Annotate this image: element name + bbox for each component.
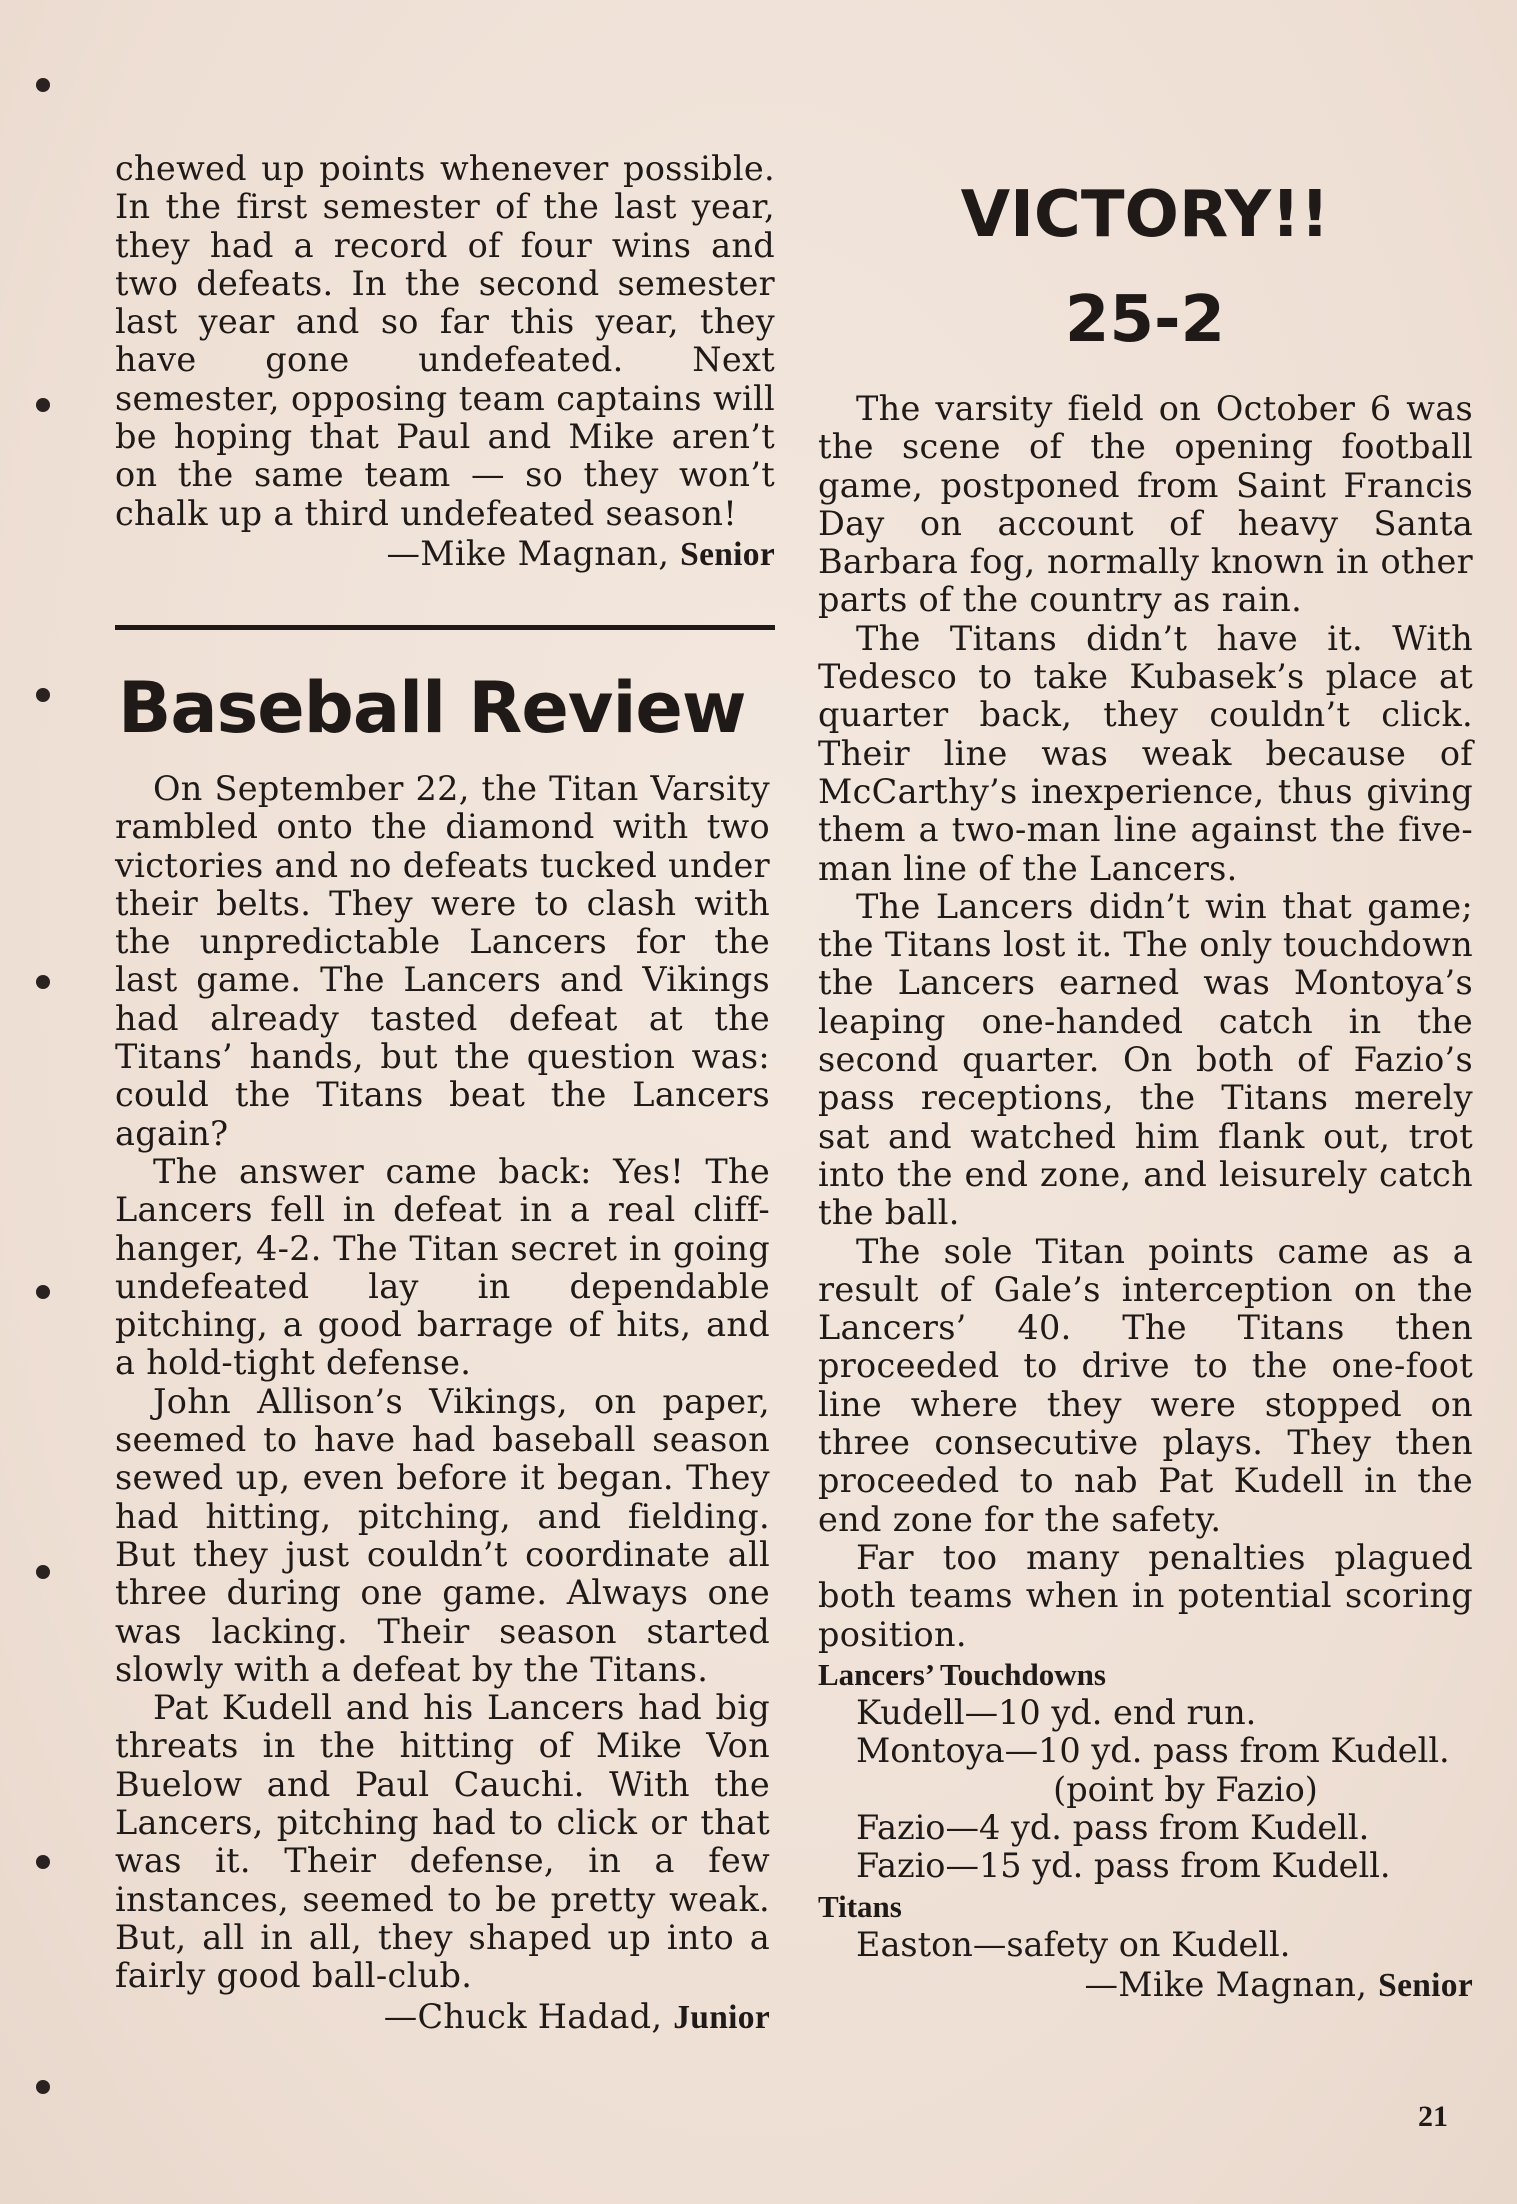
section-divider	[115, 625, 775, 630]
binding-hole	[36, 1285, 50, 1299]
binding-hole	[36, 78, 50, 92]
baseball-article	[115, 770, 770, 2037]
football-article	[818, 390, 1473, 2005]
headline-victory: VICTORY!!	[960, 178, 1330, 252]
binding-hole	[36, 2080, 50, 2094]
paragraph: The Lancers didn’t win that game; the Titans lost it. The only touchdown the Lancers earned was Montoya’s leaping one-handed catch in the second quarter. On both of Fazio’s pass receptions, the Titans merely sat and watched him flank out, trot into the end zone, and leisurely catch the ball.	[818, 886, 1473, 1233]
binding-hole	[36, 398, 50, 412]
binding-hole	[36, 1565, 50, 1579]
byline: —Chuck Hadad, Junior	[383, 1996, 770, 2036]
paragraph: chewed up points whenever possible. In the first semester of the last year, they had a record of four wins and two defeats. In the second semester last year and so far this year, they have gone undefeated. Next semester, opposing team captains will be hoping that Paul and Mike aren’t on the same team — so they won’t chalk up a third undefeated season!	[115, 149, 775, 533]
page-number: 21	[1418, 2100, 1448, 2133]
binding-hole	[36, 1855, 50, 1869]
paragraph: The sole Titan points came as a result of Gale’s interception on the Lancers’ 40. The Titans then proceeded to drive to the one-foot line where they were stopped on three consecutive plays. They then proceeded to nab Pat Kudell in the end zone for the safety.	[818, 1231, 1473, 1539]
paragraph: John Allison’s Vikings, on paper, seemed to have had baseball season sewed up, even before it began. They had hitting, pitching, and fielding. But they just couldn’t coordinate all three during one game. Always one was lacking. Their season started slowly with a defeat by the Titans.	[115, 1381, 770, 1689]
binding-hole	[36, 975, 50, 989]
byline: —Mike Magnan, Senior	[1084, 1965, 1473, 2005]
paragraph: The Titans didn’t have it. With Tedesco to take Kubasek’s place at quarter back, they couldn’t click. Their line was weak because of McCarthy’s inexperience, thus giving them a two-man line against the five-man line of the Lancers.	[818, 618, 1473, 888]
subhead-lancers-touchdowns: Lancers’ Touchdowns	[818, 1656, 1106, 1692]
paragraph: Far too many penalties plagued both teams when in potential scoring position.	[818, 1537, 1473, 1654]
byline: —Mike Magnan, Senior	[386, 533, 775, 573]
binding-hole	[36, 688, 50, 702]
scoring-line: Kudell—10 yd. end run.	[856, 1693, 1257, 1733]
headline-score: 25-2	[1064, 283, 1226, 357]
subhead-titans: Titans	[818, 1888, 902, 1924]
paragraph: The varsity field on October 6 was the scene of the opening football game, postponed from Saint Francis Day on account of heavy Santa Barbara fog, normally known in other parts of the country as rain.	[818, 389, 1473, 620]
scoring-note: (point by Fazio)	[1053, 1769, 1318, 1809]
paragraph: Pat Kudell and his Lancers had big threats in the hitting of Mike Von Buelow and Paul Cauchi. With the Lancers, pitching had to click or that was it. Their defense, in a few instances, seemed to be pretty weak. But, all in all, they shaped up into a fairly good ball-club.	[115, 1688, 770, 1996]
scoring-line: Fazio—4 yd. pass from Kudell.	[856, 1807, 1370, 1847]
scoring-line: Easton—safety on Kudell.	[856, 1924, 1291, 1964]
headline-baseball: Baseball Review	[118, 667, 746, 749]
scoring-line: Montoya—10 yd. pass from Kudell.	[856, 1731, 1450, 1771]
paragraph: The answer came back: Yes! The Lancers fell in defeat in a real cliff-hanger, 4-2. The Titan secret in going undefeated lay in dependable pitching, a good barrage of hits, and a hold-tight defense.	[115, 1151, 770, 1383]
scoring-line: Fazio—15 yd. pass from Kudell.	[856, 1846, 1391, 1886]
continued-article	[115, 150, 775, 574]
paragraph: On September 22, the Titan Varsity rambled onto the diamond with two victories and no defeats tucked under their belts. They were to clash with the unpredictable Lancers for the last game. The Lancers and Vikings had already tasted defeat at the Titans’ hands, but the question was: could the Titans beat the Lancers again?	[115, 769, 770, 1153]
